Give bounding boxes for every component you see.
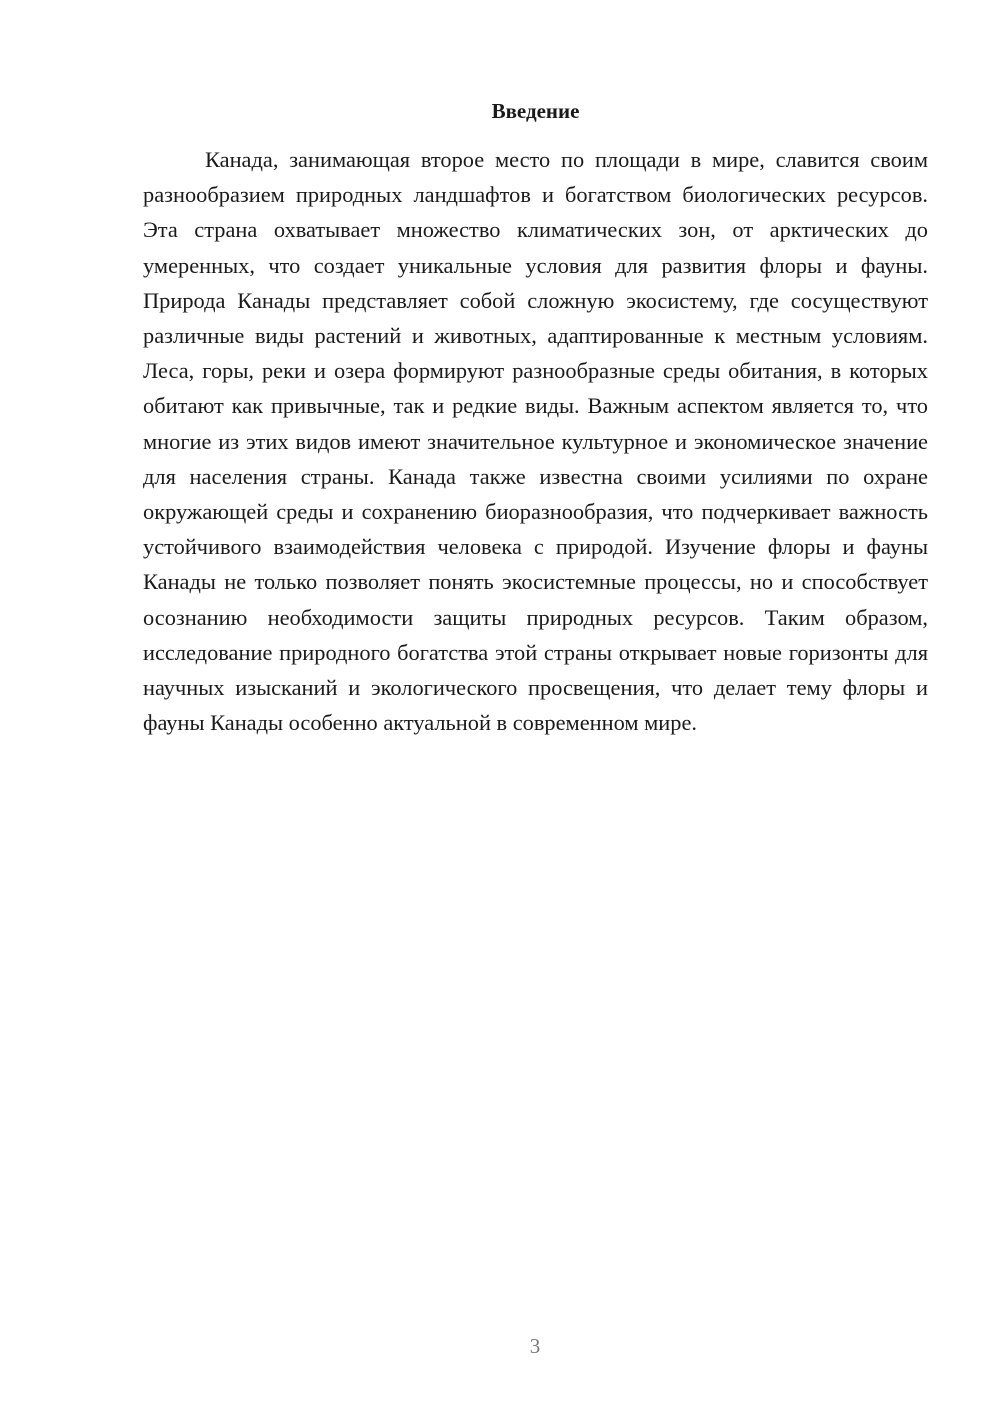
page-number: 3 <box>529 1334 541 1358</box>
body-paragraph: Канада, занимающая второе место по площади в мире, славится своим разнообразием природных ландшафтов и богатством биологических ресурсов. Эта страна охватывает множество климатических зон, от арктических до умеренных, что создает уникальные условия для развития флоры и фауны. Природа Канады представляет собой сложную экосистему, где сосуществуют различные виды растений и животных, адаптированные к местным условиям. Леса, горы, реки и озера формируют разнообразные среды обитания, в которых обитают как привычные, так и редкие виды. Важным аспектом является то, что многие из этих видов имеют значительное культурное и экономическое значение для населения страны. Канада также известна своими усилиями по охране окружающей среды и сохранению биоразнообразия, что подчеркивает важность устойчивого взаимодействия человека с природой. Изучение флоры и фауны Канады не только позволяет понять экосистемные процессы, но и способствует осознанию необходимости защиты природных ресурсов. Таким образом, исследование природного богатства этой страны открывает новые горизонты для научных изысканий и экологического просвещения, что делает тему флоры и фауны Канады особенно актуальной в современном мире. <box>143 147 928 736</box>
section-heading: Введение <box>491 99 580 123</box>
